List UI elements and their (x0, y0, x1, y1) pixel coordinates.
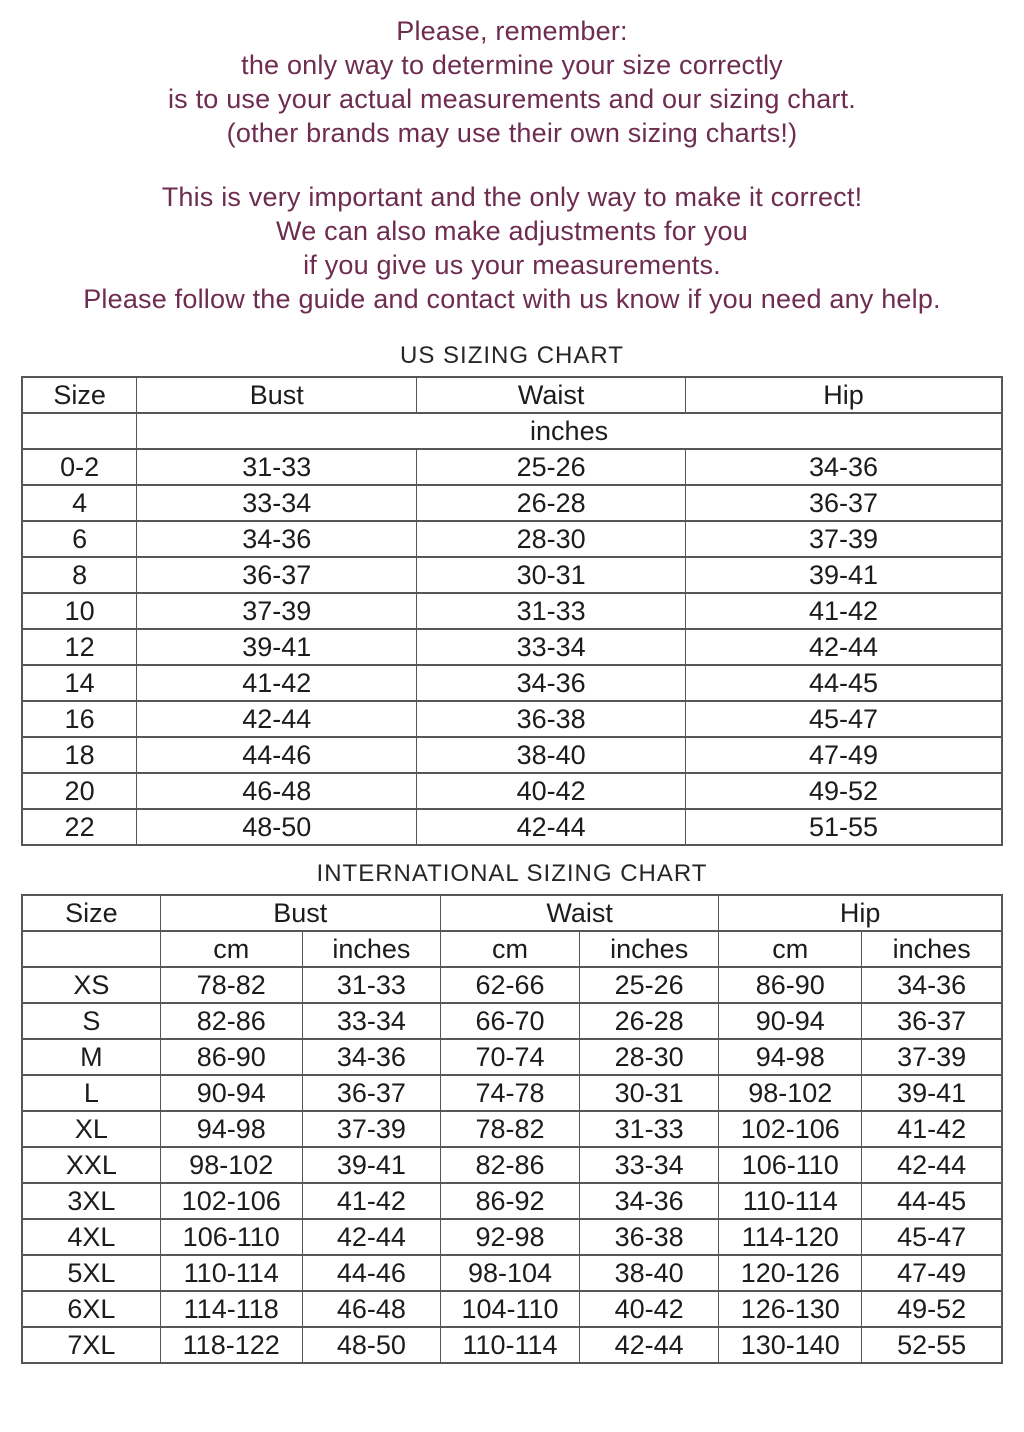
measurement-cell: 37-39 (862, 1039, 1002, 1075)
measurement-cell: 42-44 (862, 1147, 1002, 1183)
measurement-cell: 39-41 (685, 557, 1002, 593)
intl-chart-title: INTERNATIONAL SIZING CHART (316, 860, 708, 887)
size-cell: 12 (22, 629, 137, 665)
table-row (22, 665, 1002, 701)
size-cell: 6XL (22, 1291, 160, 1327)
size-cell: 4 (22, 485, 137, 521)
table-row (22, 1075, 1002, 1111)
measurement-cell: 90-94 (719, 1003, 862, 1039)
size-cell: XL (22, 1111, 160, 1147)
table-row (22, 629, 1002, 665)
measurement-cell: 34-36 (685, 449, 1002, 485)
measurement-cell: 33-34 (302, 1003, 440, 1039)
intro-line: Please follow the guide and contact with us know if you need any help. (83, 284, 941, 314)
measurement-cell: 86-90 (160, 1039, 302, 1075)
measurement-cell: 30-31 (417, 557, 686, 593)
us-unit-row (22, 413, 1002, 449)
us-col-header-size: Size (22, 377, 137, 413)
measurement-cell: 40-42 (580, 1291, 719, 1327)
measurement-cell: 42-44 (302, 1219, 440, 1255)
measurement-cell: 36-37 (302, 1075, 440, 1111)
measurement-cell: 47-49 (685, 737, 1002, 773)
intro-paragraph-2 (0, 180, 1024, 316)
size-cell: 7XL (22, 1327, 160, 1363)
measurement-cell: 42-44 (417, 809, 686, 845)
measurement-cell: 98-102 (160, 1147, 302, 1183)
measurement-cell: 40-42 (417, 773, 686, 809)
measurement-cell: 74-78 (440, 1075, 579, 1111)
measurement-cell: 28-30 (417, 521, 686, 557)
intro-line: Please, remember: (396, 16, 628, 46)
measurement-cell: 78-82 (160, 967, 302, 1003)
measurement-cell: 39-41 (862, 1075, 1002, 1111)
measurement-cell: 110-114 (440, 1327, 579, 1363)
table-row (22, 1255, 1002, 1291)
table-row (22, 521, 1002, 557)
measurement-cell: 98-102 (719, 1075, 862, 1111)
measurement-cell: 41-42 (862, 1111, 1002, 1147)
measurement-cell: 38-40 (417, 737, 686, 773)
size-cell: 0-2 (22, 449, 137, 485)
measurement-cell: 120-126 (719, 1255, 862, 1291)
measurement-cell: 30-31 (580, 1075, 719, 1111)
intl-unit-bust-cm: cm (160, 931, 302, 967)
measurement-cell: 36-37 (862, 1003, 1002, 1039)
measurement-cell: 33-34 (137, 485, 417, 521)
size-cell: 5XL (22, 1255, 160, 1291)
measurement-cell: 102-106 (160, 1183, 302, 1219)
size-cell: 14 (22, 665, 137, 701)
intl-col-header-size: Size (22, 895, 160, 931)
size-cell: L (22, 1075, 160, 1111)
measurement-cell: 90-94 (160, 1075, 302, 1111)
size-cell: 8 (22, 557, 137, 593)
measurement-cell: 92-98 (440, 1219, 579, 1255)
intro-line: This is very important and the only way to make it correct! (161, 182, 863, 212)
measurement-cell: 49-52 (862, 1291, 1002, 1327)
size-cell: 22 (22, 809, 137, 845)
measurement-cell: 38-40 (580, 1255, 719, 1291)
measurement-cell: 114-120 (719, 1219, 862, 1255)
measurement-cell: 42-44 (137, 701, 417, 737)
measurement-cell: 28-30 (580, 1039, 719, 1075)
table-row (22, 701, 1002, 737)
measurement-cell: 49-52 (685, 773, 1002, 809)
table-row (22, 1147, 1002, 1183)
intro-line: if you give us your measurements. (303, 250, 721, 280)
size-cell: 20 (22, 773, 137, 809)
measurement-cell: 31-33 (137, 449, 417, 485)
measurement-cell: 31-33 (417, 593, 686, 629)
size-cell: 18 (22, 737, 137, 773)
measurement-cell: 86-90 (719, 967, 862, 1003)
us-col-header-hip: Hip (685, 377, 1002, 413)
table-row (22, 1291, 1002, 1327)
table-row (22, 1003, 1002, 1039)
measurement-cell: 37-39 (302, 1111, 440, 1147)
measurement-cell: 36-37 (685, 485, 1002, 521)
measurement-cell: 44-45 (862, 1183, 1002, 1219)
measurement-cell: 44-45 (685, 665, 1002, 701)
measurement-cell: 39-41 (302, 1147, 440, 1183)
intro-line: We can also make adjustments for you (276, 216, 748, 246)
size-cell: 6 (22, 521, 137, 557)
table-row (22, 1219, 1002, 1255)
us-unit-label: inches (137, 413, 1002, 449)
intro-text (0, 0, 1024, 316)
intl-unit-empty-cell (22, 931, 160, 967)
intl-col-header-waist: Waist (440, 895, 718, 931)
measurement-cell: 44-46 (302, 1255, 440, 1291)
table-row (22, 1039, 1002, 1075)
intl-unit-hip-inches: inches (862, 931, 1002, 967)
intro-paragraph-gap (0, 150, 1024, 180)
measurement-cell: 42-44 (580, 1327, 719, 1363)
measurement-cell: 42-44 (685, 629, 1002, 665)
table-row (22, 967, 1002, 1003)
measurement-cell: 106-110 (160, 1219, 302, 1255)
measurement-cell: 34-36 (580, 1183, 719, 1219)
measurement-cell: 110-114 (160, 1255, 302, 1291)
measurement-cell: 25-26 (417, 449, 686, 485)
table-row (22, 737, 1002, 773)
intl-sizing-table (21, 894, 1003, 1364)
size-cell: 3XL (22, 1183, 160, 1219)
measurement-cell: 66-70 (440, 1003, 579, 1039)
measurement-cell: 110-114 (719, 1183, 862, 1219)
measurement-cell: 51-55 (685, 809, 1002, 845)
measurement-cell: 34-36 (302, 1039, 440, 1075)
measurement-cell: 33-34 (580, 1147, 719, 1183)
measurement-cell: 102-106 (719, 1111, 862, 1147)
us-chart-title: US SIZING CHART (400, 342, 624, 369)
measurement-cell: 36-37 (137, 557, 417, 593)
measurement-cell: 34-36 (862, 967, 1002, 1003)
intl-unit-hip-cm: cm (719, 931, 862, 967)
size-cell: S (22, 1003, 160, 1039)
intl-unit-waist-cm: cm (440, 931, 579, 967)
measurement-cell: 114-118 (160, 1291, 302, 1327)
measurement-cell: 36-38 (417, 701, 686, 737)
measurement-cell: 37-39 (137, 593, 417, 629)
measurement-cell: 94-98 (160, 1111, 302, 1147)
size-cell: 4XL (22, 1219, 160, 1255)
measurement-cell: 44-46 (137, 737, 417, 773)
us-col-header-waist: Waist (417, 377, 686, 413)
measurement-cell: 70-74 (440, 1039, 579, 1075)
measurement-cell: 82-86 (440, 1147, 579, 1183)
measurement-cell: 39-41 (137, 629, 417, 665)
measurement-cell: 78-82 (440, 1111, 579, 1147)
intl-col-header-hip: Hip (719, 895, 1002, 931)
table-row (22, 557, 1002, 593)
table-row (22, 485, 1002, 521)
size-cell: 10 (22, 593, 137, 629)
measurement-cell: 82-86 (160, 1003, 302, 1039)
table-row (22, 809, 1002, 845)
intl-header-row (22, 895, 1002, 931)
measurement-cell: 98-104 (440, 1255, 579, 1291)
measurement-cell: 37-39 (685, 521, 1002, 557)
size-cell: XXL (22, 1147, 160, 1183)
intl-col-header-bust: Bust (160, 895, 440, 931)
intl-unit-bust-inches: inches (302, 931, 440, 967)
measurement-cell: 62-66 (440, 967, 579, 1003)
table-row (22, 449, 1002, 485)
measurement-cell: 118-122 (160, 1327, 302, 1363)
table-row (22, 1183, 1002, 1219)
us-table-body (22, 449, 1002, 845)
table-row (22, 773, 1002, 809)
measurement-cell: 31-33 (302, 967, 440, 1003)
us-col-header-bust: Bust (137, 377, 417, 413)
intro-line: (other brands may use their own sizing charts!) (226, 118, 798, 148)
intl-unit-waist-inches: inches (580, 931, 719, 967)
intl-table-body (22, 967, 1002, 1363)
size-cell: M (22, 1039, 160, 1075)
table-row (22, 593, 1002, 629)
measurement-cell: 41-42 (302, 1183, 440, 1219)
us-unit-empty-cell (22, 413, 137, 449)
measurement-cell: 34-36 (137, 521, 417, 557)
measurement-cell: 130-140 (719, 1327, 862, 1363)
measurement-cell: 33-34 (417, 629, 686, 665)
measurement-cell: 46-48 (302, 1291, 440, 1327)
size-cell: 16 (22, 701, 137, 737)
measurement-cell: 25-26 (580, 967, 719, 1003)
measurement-cell: 34-36 (417, 665, 686, 701)
measurement-cell: 126-130 (719, 1291, 862, 1327)
intro-line: the only way to determine your size correctly (241, 50, 783, 80)
measurement-cell: 41-42 (137, 665, 417, 701)
measurement-cell: 94-98 (719, 1039, 862, 1075)
size-cell: XS (22, 967, 160, 1003)
measurement-cell: 106-110 (719, 1147, 862, 1183)
measurement-cell: 52-55 (862, 1327, 1002, 1363)
measurement-cell: 47-49 (862, 1255, 1002, 1291)
measurement-cell: 48-50 (302, 1327, 440, 1363)
measurement-cell: 104-110 (440, 1291, 579, 1327)
intl-unit-row (22, 931, 1002, 967)
measurement-cell: 31-33 (580, 1111, 719, 1147)
us-header-row (22, 377, 1002, 413)
table-row (22, 1111, 1002, 1147)
measurement-cell: 46-48 (137, 773, 417, 809)
us-sizing-table (21, 376, 1003, 846)
intro-paragraph-1 (0, 14, 1024, 150)
intro-line: is to use your actual measurements and our sizing chart. (167, 84, 857, 114)
measurement-cell: 48-50 (137, 809, 417, 845)
measurement-cell: 86-92 (440, 1183, 579, 1219)
measurement-cell: 45-47 (862, 1219, 1002, 1255)
measurement-cell: 36-38 (580, 1219, 719, 1255)
table-row (22, 1327, 1002, 1363)
measurement-cell: 45-47 (685, 701, 1002, 737)
measurement-cell: 26-28 (580, 1003, 719, 1039)
measurement-cell: 41-42 (685, 593, 1002, 629)
measurement-cell: 26-28 (417, 485, 686, 521)
